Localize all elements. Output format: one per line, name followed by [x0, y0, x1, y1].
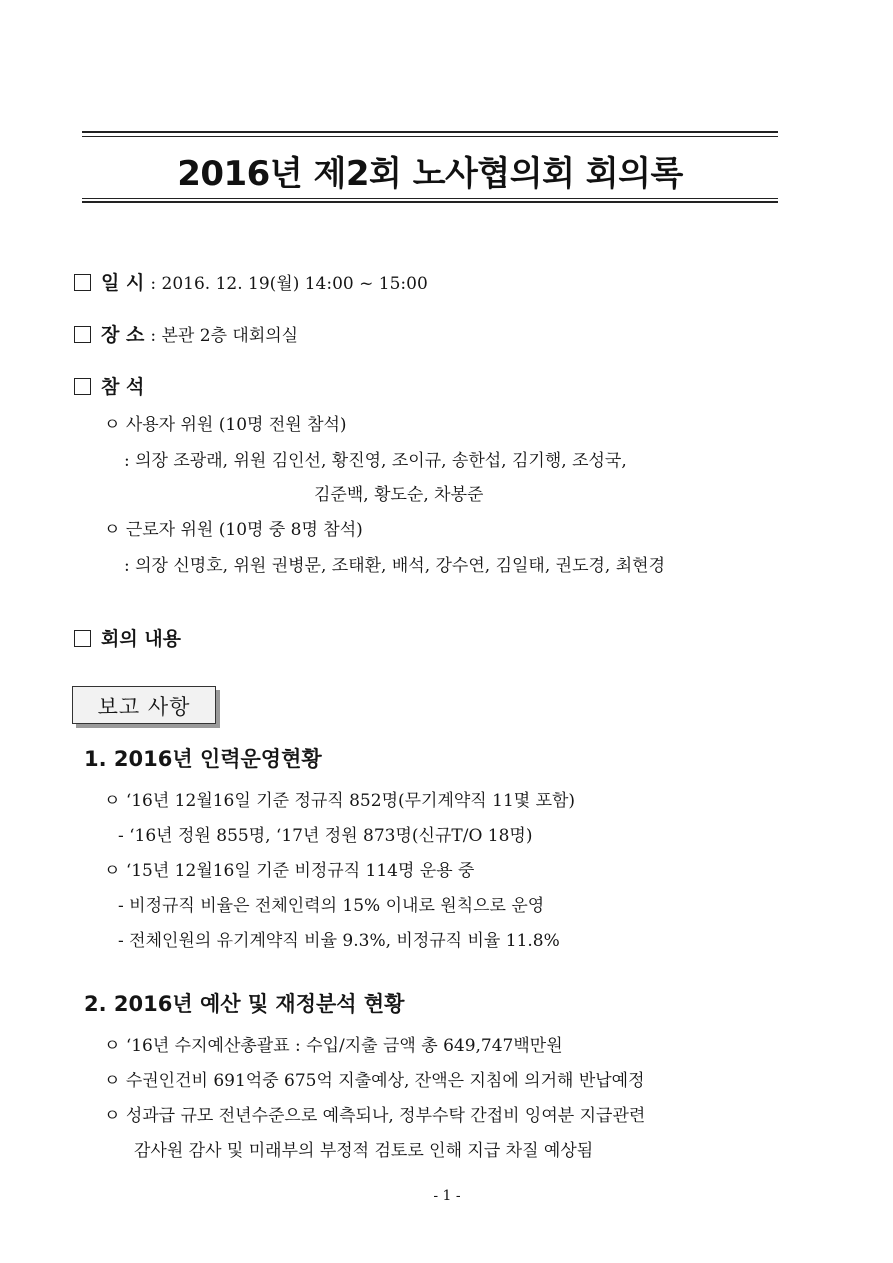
section1-line: - 비정규직 비율은 전체인력의 15% 이내로 원칙으로 운영 [118, 896, 545, 916]
document-title: 2016년 제2회 노사협의회 회의록 [177, 154, 683, 194]
date-label: 일 시 [101, 272, 145, 294]
employer-header: ㅇ 사용자 위원 (10명 전원 참석) [104, 415, 347, 435]
section1-line: ㅇ ‘16년 12월16일 기준 정규직 852명(무기계약직 11몇 포함) [104, 791, 576, 811]
content-row [74, 624, 181, 651]
section1-heading: 1. 2016년 인력운영현황 [84, 747, 322, 771]
employer-members-line2: 김준백, 황도순, 차봉준 [314, 485, 484, 505]
worker-header: ㅇ 근로자 위원 (10명 중 8명 참석) [104, 520, 363, 540]
attendance-row [74, 372, 144, 399]
employer-members-line1: : 의장 조광래, 위원 김인선, 황진영, 조이규, 송한섭, 김기행, 조성국, [124, 451, 627, 471]
place-row [74, 320, 298, 347]
place-label: 장 소 [101, 324, 145, 346]
section2-line: ㅇ 수권인건비 691억중 675억 지출예상, 잔액은 지침에 의거해 반납예정 [104, 1071, 645, 1091]
checkbox-square-icon [74, 274, 91, 291]
section1-line: - ‘16년 정원 855명, ‘17년 정원 873명(신규T/O 18명) [118, 826, 533, 846]
place-value: : 본관 2층 대회의실 [150, 326, 299, 346]
page-number: - 1 - [433, 1188, 461, 1204]
content-label: 회의 내용 [101, 628, 182, 650]
title-rule-bottom [82, 201, 778, 203]
attendance-label: 참 석 [101, 376, 145, 398]
checkbox-square-icon [74, 630, 91, 647]
section1-line: ㅇ ‘15년 12월16일 기준 비정규직 114명 운용 중 [104, 861, 475, 881]
date-row [74, 268, 428, 295]
report-label: 보고 사항 [97, 695, 191, 719]
checkbox-square-icon [74, 378, 91, 395]
worker-members-line1: : 의장 신명호, 위원 권병문, 조태환, 배석, 강수연, 김일태, 권도경, 최현경 [124, 556, 665, 576]
section2-line: 감사원 감사 및 미래부의 부정적 검토로 인해 지급 차질 예상됨 [134, 1141, 594, 1161]
title-rule-top-thin [82, 136, 778, 137]
date-value: : 2016. 12. 19(월) 14:00 ~ 15:00 [150, 274, 428, 294]
section2-heading: 2. 2016년 예산 및 재정분석 현황 [84, 992, 405, 1016]
section2-line: ㅇ ‘16년 수지예산총괄표 : 수입/지출 금액 총 649,747백만원 [104, 1036, 563, 1056]
report-section-box [72, 686, 216, 724]
section1-line: - 전체인원의 유기계약직 비율 9.3%, 비정규직 비율 11.8% [118, 931, 560, 951]
title-rule-bottom-thin [82, 198, 778, 199]
section2-line: ㅇ 성과급 규모 전년수준으로 예측되나, 정부수탁 간접비 잉여분 지급관련 [104, 1106, 646, 1126]
checkbox-square-icon [74, 326, 91, 343]
title-rule-top [82, 131, 778, 133]
